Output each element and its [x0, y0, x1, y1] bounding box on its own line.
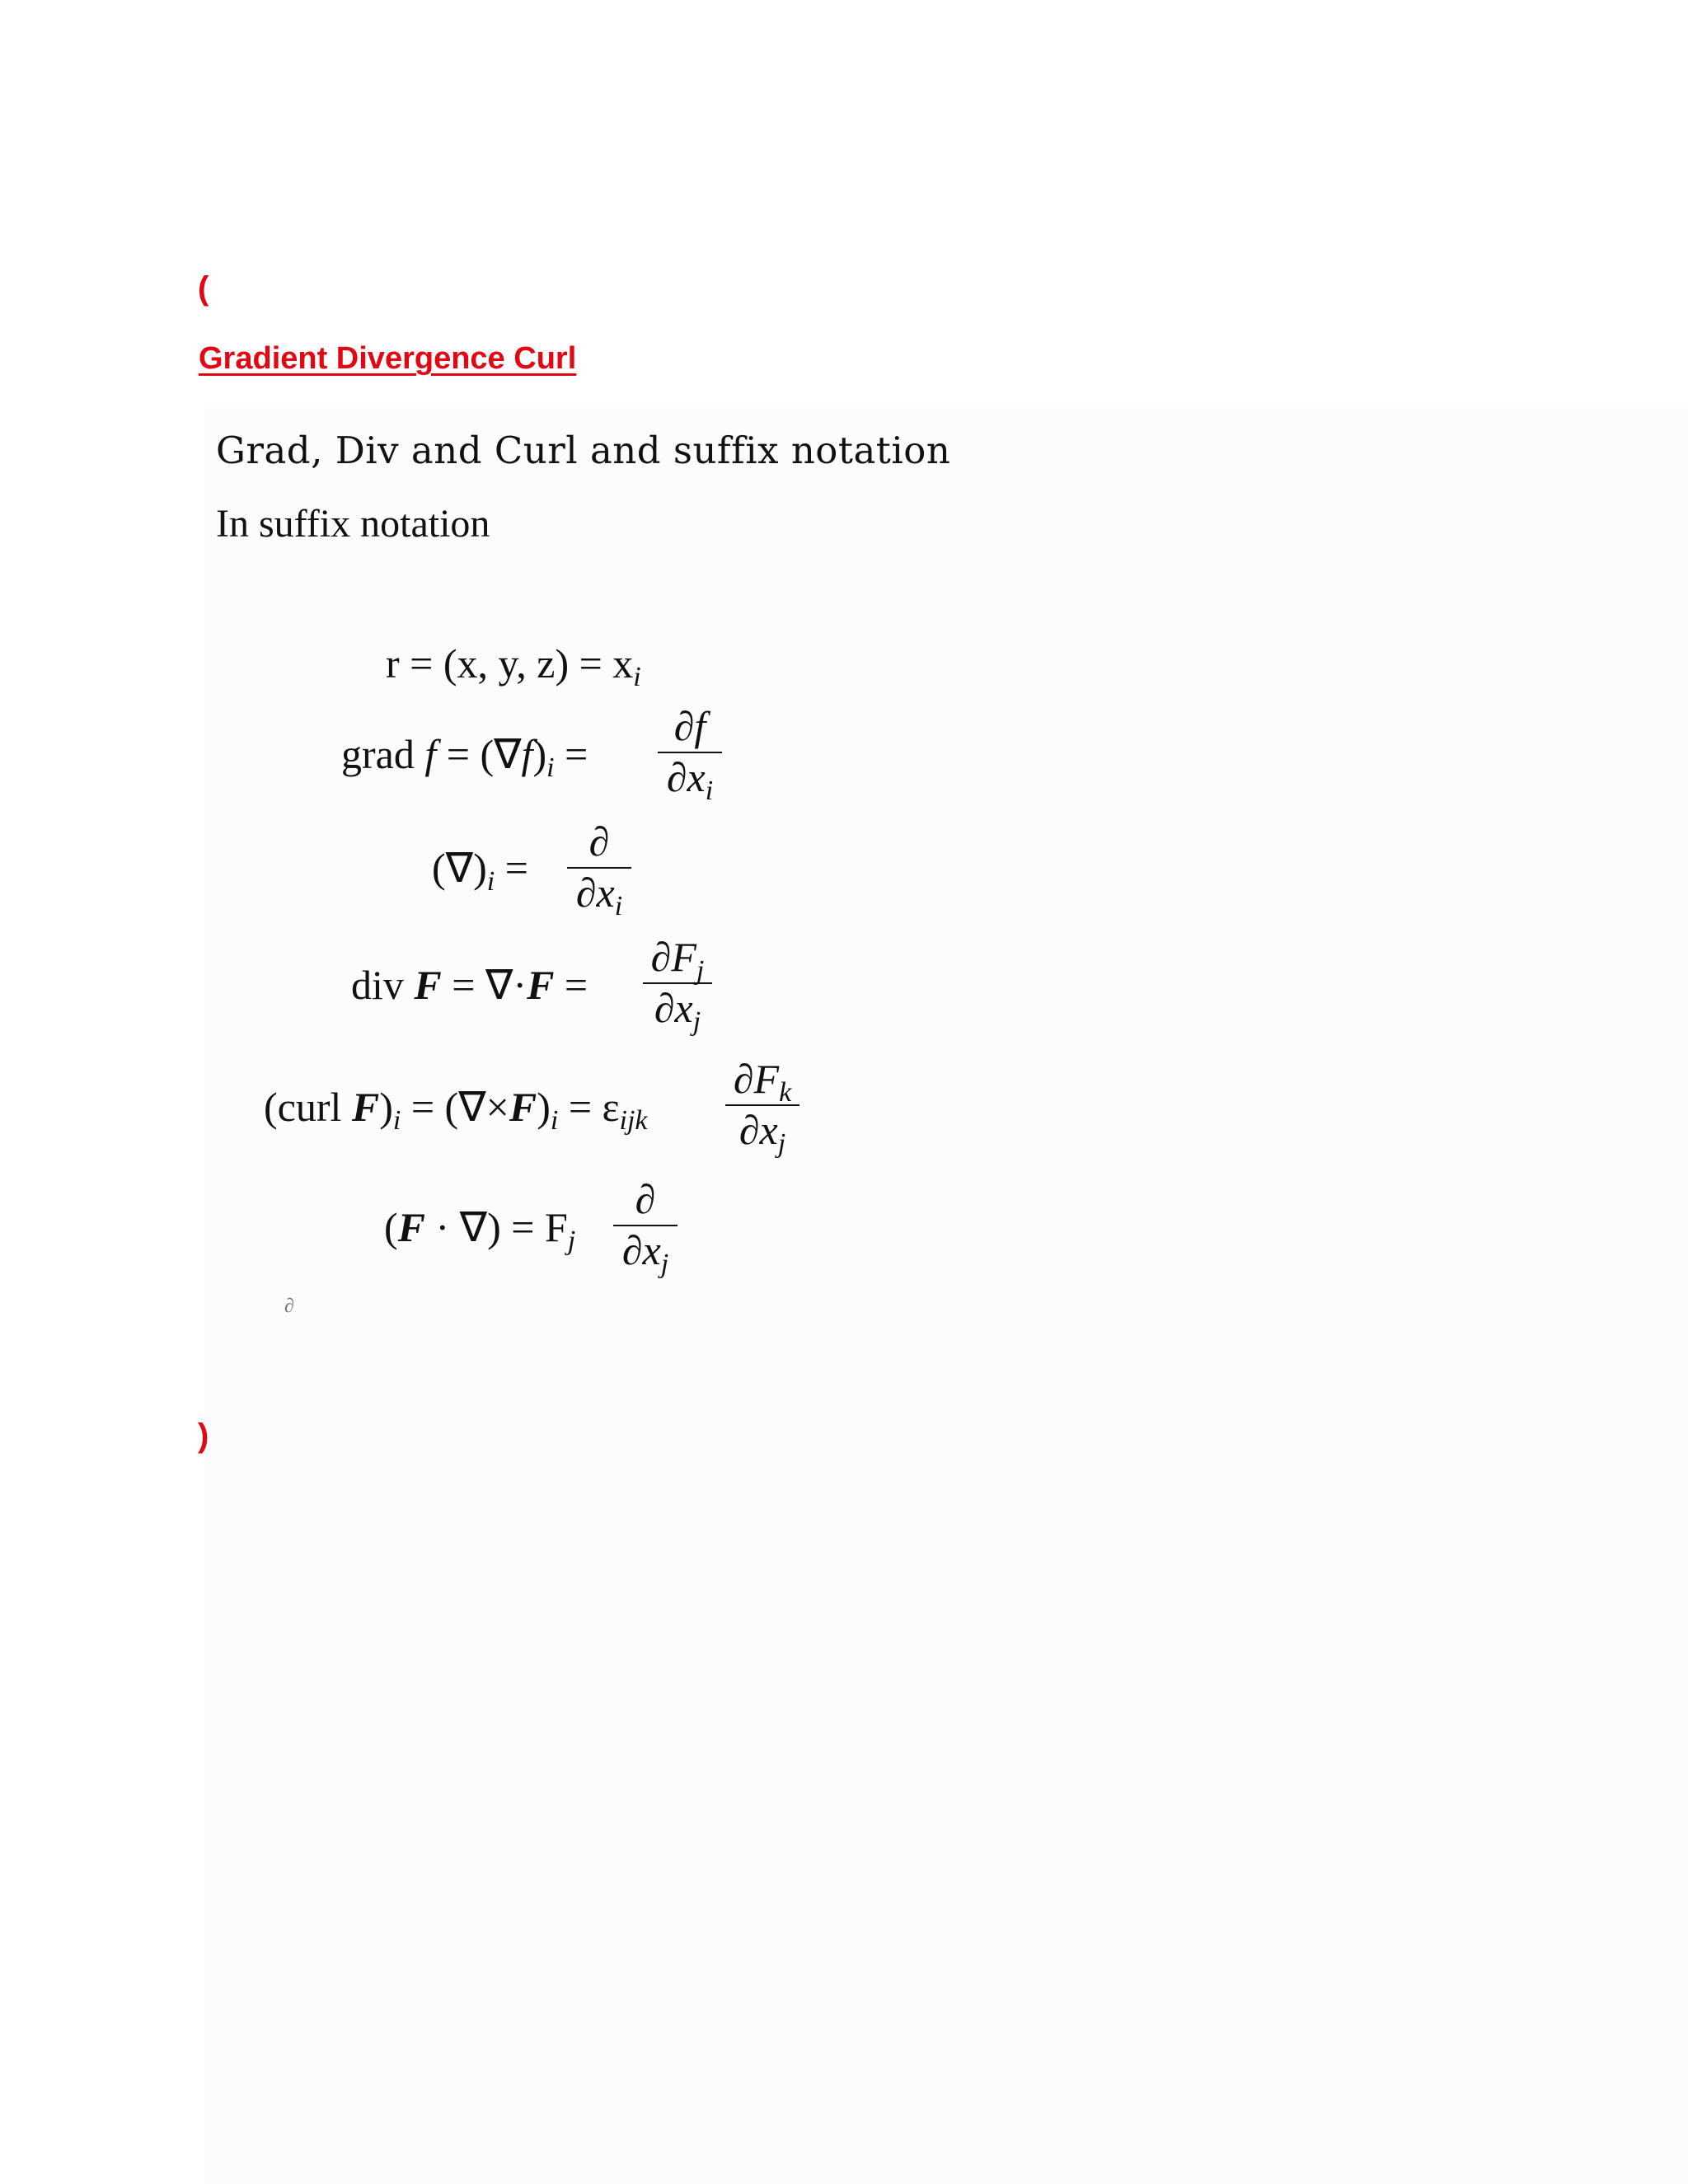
grad-close: ): [532, 731, 547, 777]
gradient-divergence-curl-link[interactable]: Gradient Divergence Curl: [199, 341, 577, 376]
curl-F: F: [351, 1084, 380, 1130]
div-numerator: $\partial F_j$: [650, 934, 705, 986]
fdot-open: (: [384, 1204, 398, 1250]
div-eq2: =: [564, 962, 588, 1008]
grad-eq: = (∇: [446, 731, 522, 777]
nabla-fraction: [567, 818, 631, 921]
equation-divergence: [351, 961, 588, 1009]
grad-f: f: [424, 731, 437, 777]
equation-position-sub: i: [633, 662, 641, 692]
fdot-numerator: ∂: [635, 1176, 656, 1222]
grad-numerator: ∂f: [673, 703, 706, 749]
grad-sub: i: [546, 752, 555, 783]
div-F2: F: [527, 962, 555, 1008]
grad-fraction: [658, 703, 722, 806]
grad-denominator: $\partial x_i$: [666, 754, 714, 806]
equation-f-dot-nabla: [384, 1203, 576, 1256]
nabla-sub: i: [486, 866, 495, 897]
fdot-fraction: [613, 1176, 678, 1279]
curl-sub: i: [392, 1105, 401, 1136]
div-F: F: [414, 962, 442, 1008]
nabla-eq: =: [504, 845, 528, 891]
grad-f-inner: f: [521, 731, 533, 777]
curl-eq: = (∇×: [410, 1084, 509, 1130]
open-parenthesis: (: [198, 270, 209, 307]
equation-curl: [264, 1083, 648, 1136]
document-title: Grad, Div and Curl and suffix notation: [216, 429, 951, 472]
div-denominator: $\partial x_j$: [654, 985, 701, 1037]
curl-denominator: $\partial x_j$: [738, 1107, 786, 1159]
div-fraction: [643, 934, 712, 1037]
curl-F2: F: [509, 1084, 537, 1130]
div-eq: = ∇·: [452, 962, 528, 1008]
curl-close: ): [379, 1084, 393, 1130]
equation-position-text: r = (x, y, z) = x: [386, 640, 634, 687]
equation-position: [386, 640, 641, 692]
div-label: div: [351, 962, 404, 1008]
fdot-mid: · ∇) = F: [435, 1204, 568, 1250]
document-subtitle: In suffix notation: [216, 502, 490, 546]
curl-sub2: i: [550, 1105, 559, 1136]
curl-numerator: $\partial F_k$: [733, 1056, 792, 1108]
nabla-lhs: (∇): [432, 845, 487, 891]
grad-eq2: =: [565, 731, 588, 777]
fdot-F: F: [397, 1204, 426, 1250]
curl-close2: ): [537, 1084, 551, 1130]
fdot-sub: j: [567, 1226, 576, 1256]
curl-eq2: = ε: [568, 1084, 620, 1130]
equation-nabla: [432, 844, 528, 897]
equation-gradient: [341, 730, 588, 783]
nabla-denominator: $\partial x_i$: [575, 869, 623, 921]
cropped-symbol: ∂: [284, 1296, 294, 1317]
grad-label: grad: [341, 731, 415, 777]
curl-fraction: [725, 1056, 799, 1159]
curl-eps-sub: ijk: [619, 1105, 648, 1136]
fdot-denominator: $\partial x_j$: [621, 1227, 669, 1279]
nabla-numerator: ∂: [588, 818, 610, 865]
close-parenthesis: ): [198, 1418, 209, 1454]
curl-label: (curl: [264, 1084, 342, 1130]
